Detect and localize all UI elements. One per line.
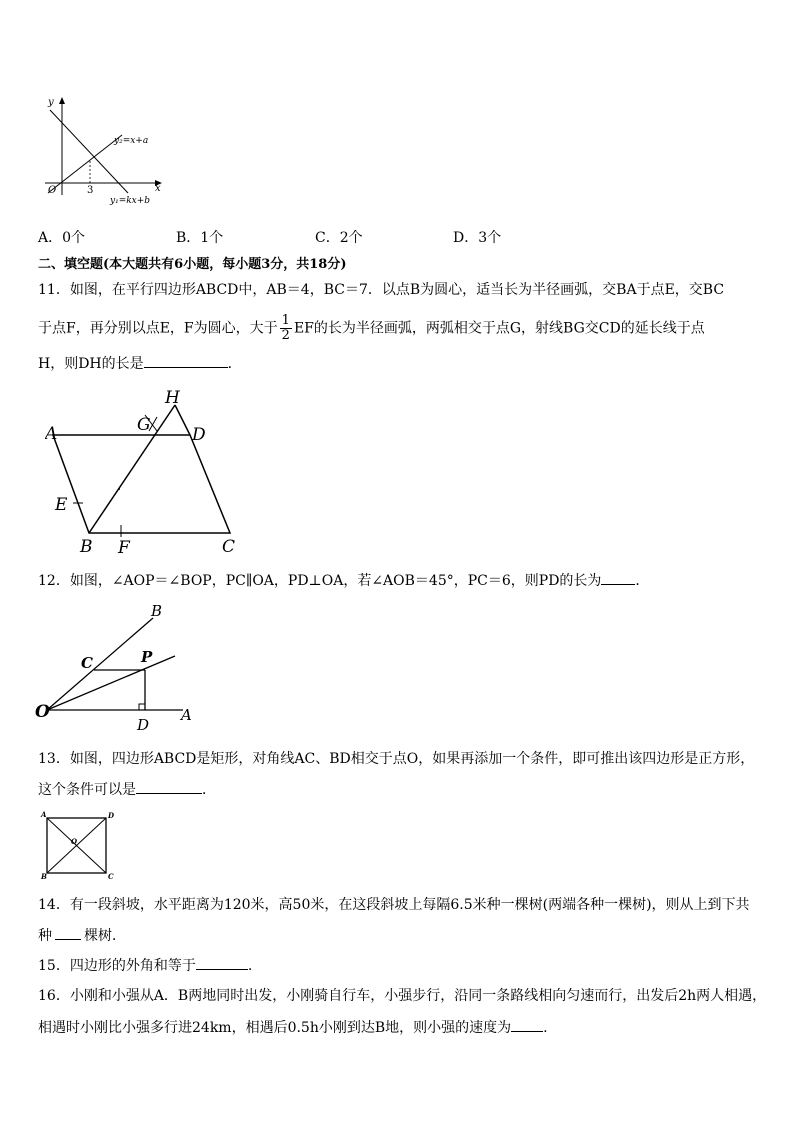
line-y2 [48, 135, 122, 193]
q14-line1: 14．有一段斜坡，水平距离为120米，高50米，在这段斜坡上每隔6.5米种一棵树(两端各种一棵树)，则从上到下共 [38, 897, 750, 913]
q16-line1: 16．小刚和小强从A．B两地同时出发，小刚骑自行车，小强步行，沿同一条路线相向匀速而行，出发后2h两人相遇， [38, 988, 767, 1004]
q11-line2-b: EF的长为半径画弧，两弧相交于点G，射线BG交CD的延长线于点 [293, 320, 705, 337]
q15-line [38, 955, 252, 976]
label-d: D [137, 716, 150, 734]
q16-line2-text: 相遇时小刚比小强多行进24km，相遇后0.5h小刚到达B地，则小强的速度为 [38, 1020, 512, 1036]
frac-den: 2 [281, 328, 290, 343]
right-angle-mark [139, 704, 145, 710]
q11-line3 [38, 353, 242, 374]
option-c: C．2个 [315, 230, 363, 246]
q11-end: ． [227, 356, 242, 372]
q10-graph [40, 95, 170, 210]
label-a: A [41, 810, 47, 819]
ray-ob [47, 618, 153, 710]
q15-answer-blank[interactable] [196, 955, 248, 970]
q13-line1: 13．如图，四边形ABCD是矩形，对角线AC、BD相交于点O，如果再添加一个条件，即可推出该四边形是正方形， [38, 751, 755, 767]
label-c: C [222, 537, 236, 557]
q11-figure [45, 385, 255, 560]
q11-line2 [38, 314, 705, 343]
frac-num: 1 [281, 313, 290, 328]
q12-figure [35, 600, 200, 735]
q13-line2 [38, 779, 216, 800]
origin-label: O [48, 185, 57, 196]
label-a: A [181, 706, 192, 724]
segment-dh [175, 405, 190, 435]
q16-end: . [543, 1020, 548, 1036]
y-axis-arrow [59, 97, 65, 104]
label-c: C [81, 654, 93, 672]
line-y2-label: y₂=x+a [114, 136, 149, 146]
q16-answer-blank[interactable] [511, 1017, 543, 1032]
parallelogram-abcd [53, 435, 230, 533]
tick-3: 3 [87, 185, 94, 196]
q14-line2 [38, 925, 126, 946]
label-b: B [151, 602, 163, 620]
q14-line2-a: 种 [38, 928, 52, 944]
q14-line2-b: 棵树． [84, 928, 126, 944]
q13-figure [38, 810, 122, 880]
label-a: A [45, 424, 58, 444]
q12-text: 12．如图，∠AOP＝∠BOP，PC∥OA，PD⊥OA，若∠AOB＝45°，PC＝6，则PD的长为 [38, 573, 602, 589]
q15-text: 15．四边形的外角和等于 [38, 958, 196, 974]
mid-dot [118, 488, 120, 490]
line-y1-label: y₁=kx+b [110, 196, 151, 206]
q11-line3-text: H，则DH的长是 [38, 356, 144, 372]
q11-line1: 11．如图，在平行四边形ABCD中，AB＝4，BC＝7．以点B为圆心，适当长为半径画弧，交BA于点E，交BC [38, 282, 725, 298]
label-f: F [118, 538, 130, 558]
q13-end: ． [202, 782, 216, 798]
label-p: P [141, 648, 153, 666]
q13-line2-text: 这个条件可以是 [38, 782, 136, 798]
q12-answer-blank[interactable] [601, 570, 635, 585]
y-axis-label: y [48, 97, 54, 108]
q11-line2-a: 于点F，再分别以点E，F为圆心，大于 [38, 320, 278, 337]
option-a: A．0个 [38, 230, 86, 246]
label-d: D [192, 425, 206, 445]
q12-end: ． [635, 573, 650, 589]
label-h: H [165, 388, 180, 408]
q10-options [38, 228, 758, 248]
option-d: D．3个 [453, 230, 502, 246]
q12-line [38, 570, 649, 591]
q11-fraction [280, 314, 292, 343]
option-b: B．1个 [176, 230, 224, 246]
label-d: D [108, 811, 115, 820]
q14-answer-blank[interactable] [55, 925, 81, 940]
label-o: O [35, 702, 50, 722]
label-c: C [108, 872, 114, 880]
label-g: G [137, 415, 151, 435]
q15-end: . [247, 958, 253, 974]
label-e: E [55, 495, 68, 515]
label-b: B [80, 537, 93, 557]
ray-op [47, 656, 175, 710]
q11-answer-blank[interactable] [144, 353, 228, 368]
ray-bg [89, 405, 175, 533]
q16-line2 [38, 1017, 548, 1038]
q13-answer-blank[interactable] [136, 779, 202, 794]
label-b: B [41, 872, 47, 880]
section2-heading: 二、填空题(本大题共有6小题，每小题3分，共18分) [38, 257, 347, 272]
x-axis-label: x [155, 183, 161, 194]
label-o: O [71, 837, 78, 846]
